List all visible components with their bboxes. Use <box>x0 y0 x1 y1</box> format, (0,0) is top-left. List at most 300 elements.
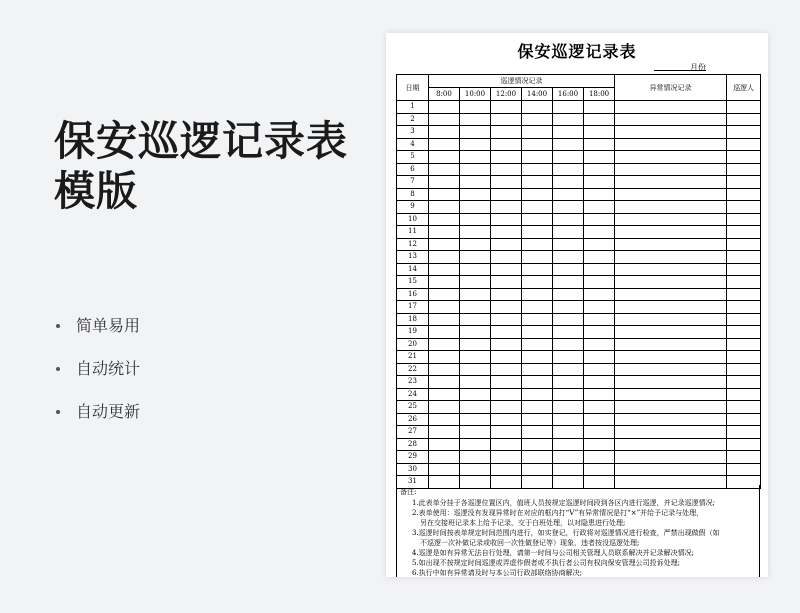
patrol-check-cell[interactable] <box>522 338 553 351</box>
patrol-check-cell[interactable] <box>491 113 522 126</box>
patroller-cell[interactable] <box>727 438 761 451</box>
day-cell: 11 <box>397 226 429 239</box>
patrol-check-cell[interactable] <box>522 426 553 439</box>
abnormal-record-cell[interactable] <box>615 138 727 151</box>
patrol-check-cell[interactable] <box>584 276 615 289</box>
patrol-check-cell[interactable] <box>429 313 460 326</box>
patrol-check-cell[interactable] <box>553 438 584 451</box>
patrol-check-cell[interactable] <box>553 226 584 239</box>
patrol-check-cell[interactable] <box>491 351 522 364</box>
patroller-cell[interactable] <box>727 151 761 164</box>
patrol-check-cell[interactable] <box>491 326 522 339</box>
patrol-check-cell[interactable] <box>522 463 553 476</box>
patrol-check-cell[interactable] <box>491 388 522 401</box>
patrol-check-cell[interactable] <box>491 376 522 389</box>
patrol-check-cell[interactable] <box>522 276 553 289</box>
header-abnormal: 异常情况记录 <box>615 75 727 101</box>
patrol-check-cell[interactable] <box>584 338 615 351</box>
abnormal-record-cell[interactable] <box>615 276 727 289</box>
patrol-check-cell[interactable] <box>429 101 460 114</box>
abnormal-record-cell[interactable] <box>615 301 727 314</box>
main-title-line-2: 模版 <box>54 167 138 215</box>
patrol-check-cell[interactable] <box>522 288 553 301</box>
patrol-check-cell[interactable] <box>584 151 615 164</box>
patrol-check-cell[interactable] <box>522 251 553 264</box>
patrol-check-cell[interactable] <box>460 251 491 264</box>
abnormal-record-cell[interactable] <box>615 226 727 239</box>
patrol-check-cell[interactable] <box>522 213 553 226</box>
patrol-check-cell[interactable] <box>460 401 491 414</box>
patrol-check-cell[interactable] <box>553 426 584 439</box>
patrol-check-cell[interactable] <box>429 363 460 376</box>
patroller-cell[interactable] <box>727 163 761 176</box>
patroller-cell[interactable] <box>727 301 761 314</box>
patrol-check-cell[interactable] <box>460 451 491 464</box>
patrol-check-cell[interactable] <box>522 226 553 239</box>
patrol-check-cell[interactable] <box>584 388 615 401</box>
notes-list <box>400 498 756 577</box>
patrol-check-cell[interactable] <box>584 176 615 189</box>
patrol-check-cell[interactable] <box>429 201 460 214</box>
patrol-check-cell[interactable] <box>491 401 522 414</box>
day-cell: 9 <box>397 201 429 214</box>
patroller-cell[interactable] <box>727 363 761 376</box>
patrol-check-cell[interactable] <box>522 451 553 464</box>
table-row <box>397 113 761 126</box>
note-item: 1.此表单分挂于各巡逻位置区内，值班人员按规定巡逻时间段到各区内进行巡逻，并记录巡逻情况; <box>412 499 716 507</box>
patrol-check-cell[interactable] <box>522 326 553 339</box>
patrol-check-cell[interactable] <box>491 163 522 176</box>
patrol-check-cell[interactable] <box>584 126 615 139</box>
patroller-cell[interactable] <box>727 113 761 126</box>
patrol-check-cell[interactable] <box>522 126 553 139</box>
abnormal-record-cell[interactable] <box>615 351 727 364</box>
patrol-check-cell[interactable] <box>522 201 553 214</box>
abnormal-record-cell[interactable] <box>615 288 727 301</box>
patrol-check-cell[interactable] <box>553 351 584 364</box>
patrol-check-cell[interactable] <box>491 338 522 351</box>
patrol-check-cell[interactable] <box>522 151 553 164</box>
header-patrol-group: 巡逻情况记录 <box>429 75 615 88</box>
patrol-check-cell[interactable] <box>584 313 615 326</box>
patrol-check-cell[interactable] <box>553 138 584 151</box>
patrol-check-cell[interactable] <box>491 276 522 289</box>
patroller-cell[interactable] <box>727 288 761 301</box>
abnormal-record-cell[interactable] <box>615 326 727 339</box>
patrol-check-cell[interactable] <box>522 313 553 326</box>
abnormal-record-cell[interactable] <box>615 176 727 189</box>
patrol-log-table <box>396 74 761 489</box>
abnormal-record-cell[interactable] <box>615 163 727 176</box>
patrol-check-cell[interactable] <box>429 263 460 276</box>
patroller-cell[interactable] <box>727 188 761 201</box>
patrol-check-cell[interactable] <box>460 426 491 439</box>
abnormal-record-cell[interactable] <box>615 426 727 439</box>
patrol-check-cell[interactable] <box>491 413 522 426</box>
patrol-check-cell[interactable] <box>584 188 615 201</box>
header-time: 12:00 <box>491 88 522 101</box>
table-row <box>397 463 761 476</box>
day-cell: 10 <box>397 213 429 226</box>
table-row <box>397 301 761 314</box>
patrol-check-cell[interactable] <box>491 176 522 189</box>
patrol-check-cell[interactable] <box>584 101 615 114</box>
abnormal-record-cell[interactable] <box>615 213 727 226</box>
patrol-check-cell[interactable] <box>584 163 615 176</box>
patrol-check-cell[interactable] <box>522 376 553 389</box>
patroller-cell[interactable] <box>727 338 761 351</box>
patrol-check-cell[interactable] <box>553 376 584 389</box>
table-row <box>397 451 761 464</box>
patrol-check-cell[interactable] <box>491 238 522 251</box>
day-cell: 27 <box>397 426 429 439</box>
patrol-log-body <box>397 101 761 489</box>
day-cell: 12 <box>397 238 429 251</box>
patrol-check-cell[interactable] <box>429 251 460 264</box>
patrol-check-cell[interactable] <box>584 438 615 451</box>
header-date: 日期 <box>397 75 429 101</box>
patroller-cell[interactable] <box>727 413 761 426</box>
feature-item <box>54 398 140 441</box>
patrol-check-cell[interactable] <box>460 188 491 201</box>
patrol-check-cell[interactable] <box>491 138 522 151</box>
patroller-cell[interactable] <box>727 451 761 464</box>
patrol-check-cell[interactable] <box>429 276 460 289</box>
patrol-check-cell[interactable] <box>460 338 491 351</box>
patrol-check-cell[interactable] <box>584 363 615 376</box>
patrol-check-cell[interactable] <box>553 363 584 376</box>
patrol-check-cell[interactable] <box>491 201 522 214</box>
abnormal-record-cell[interactable] <box>615 463 727 476</box>
patrol-check-cell[interactable] <box>460 201 491 214</box>
patrol-check-cell[interactable] <box>429 451 460 464</box>
patrol-check-cell[interactable] <box>584 251 615 264</box>
feature-label: 自动更新 <box>76 402 141 421</box>
patrol-check-cell[interactable] <box>584 288 615 301</box>
patrol-check-cell[interactable] <box>491 363 522 376</box>
header-time: 16:00 <box>553 88 584 101</box>
patrol-check-cell[interactable] <box>522 401 553 414</box>
patrol-check-cell[interactable] <box>522 238 553 251</box>
patrol-check-cell[interactable] <box>553 188 584 201</box>
patrol-check-cell[interactable] <box>584 401 615 414</box>
abnormal-record-cell[interactable] <box>615 251 727 264</box>
patrol-check-cell[interactable] <box>522 363 553 376</box>
table-row <box>397 251 761 264</box>
patrol-check-cell[interactable] <box>522 413 553 426</box>
patrol-check-cell[interactable] <box>429 213 460 226</box>
patrol-check-cell[interactable] <box>522 351 553 364</box>
day-cell: 17 <box>397 301 429 314</box>
patroller-cell[interactable] <box>727 138 761 151</box>
patrol-check-cell[interactable] <box>491 213 522 226</box>
day-cell: 5 <box>397 151 429 164</box>
patrol-check-cell[interactable] <box>460 113 491 126</box>
patrol-check-cell[interactable] <box>584 451 615 464</box>
note-item: 5.如出现不按规定时间巡逻或弄虚作假者或不执行者公司有权向保安管理公司投诉处理; <box>412 559 681 567</box>
patrol-check-cell[interactable] <box>429 126 460 139</box>
patrol-check-cell[interactable] <box>460 351 491 364</box>
day-cell: 13 <box>397 251 429 264</box>
patrol-check-cell[interactable] <box>460 126 491 139</box>
abnormal-record-cell[interactable] <box>615 151 727 164</box>
patroller-cell[interactable] <box>727 126 761 139</box>
patrol-check-cell[interactable] <box>491 251 522 264</box>
abnormal-record-cell[interactable] <box>615 126 727 139</box>
patroller-cell[interactable] <box>727 326 761 339</box>
day-cell: 3 <box>397 126 429 139</box>
feature-label: 自动统计 <box>76 359 141 378</box>
patroller-cell[interactable] <box>727 176 761 189</box>
patrol-check-cell[interactable] <box>460 301 491 314</box>
patrol-check-cell[interactable] <box>491 151 522 164</box>
patrol-check-cell[interactable] <box>429 176 460 189</box>
patrol-check-cell[interactable] <box>553 126 584 139</box>
patrol-check-cell[interactable] <box>584 238 615 251</box>
patrol-check-cell[interactable] <box>429 338 460 351</box>
patroller-cell[interactable] <box>727 388 761 401</box>
patrol-check-cell[interactable] <box>522 388 553 401</box>
note-item: 2.表单使用：巡逻没有发现异常时在对应的框内打“V”有异常情况是打“×”并给予记录与处理， <box>412 509 704 517</box>
feature-list <box>54 312 140 441</box>
patrol-check-cell[interactable] <box>460 326 491 339</box>
patrol-check-cell[interactable] <box>491 451 522 464</box>
patrol-check-cell[interactable] <box>429 401 460 414</box>
header-time: 8:00 <box>429 88 460 101</box>
patrol-check-cell[interactable] <box>460 376 491 389</box>
patroller-cell[interactable] <box>727 201 761 214</box>
patrol-check-cell[interactable] <box>584 226 615 239</box>
patrol-check-cell[interactable] <box>584 213 615 226</box>
day-cell: 14 <box>397 263 429 276</box>
abnormal-record-cell[interactable] <box>615 413 727 426</box>
patrol-check-cell[interactable] <box>460 276 491 289</box>
patrol-check-cell[interactable] <box>460 238 491 251</box>
patrol-check-cell[interactable] <box>553 113 584 126</box>
note-item: 4.巡逻是如有异常无法自行处理，请第一时间与公司相关管理人员联系解决并记录解决情况; <box>412 549 695 557</box>
day-cell: 26 <box>397 413 429 426</box>
day-cell: 23 <box>397 376 429 389</box>
patrol-check-cell[interactable] <box>491 188 522 201</box>
patrol-check-cell[interactable] <box>460 151 491 164</box>
patroller-cell[interactable] <box>727 401 761 414</box>
patrol-check-cell[interactable] <box>522 176 553 189</box>
patrol-check-cell[interactable] <box>491 313 522 326</box>
patrol-check-cell[interactable] <box>491 263 522 276</box>
header-time: 10:00 <box>460 88 491 101</box>
patrol-check-cell[interactable] <box>429 138 460 151</box>
patrol-check-cell[interactable] <box>429 113 460 126</box>
patrol-check-cell[interactable] <box>553 313 584 326</box>
patroller-cell[interactable] <box>727 426 761 439</box>
patrol-check-cell[interactable] <box>491 463 522 476</box>
day-cell: 22 <box>397 363 429 376</box>
bullet-icon <box>56 410 60 414</box>
day-cell: 31 <box>397 476 429 489</box>
patrol-check-cell[interactable] <box>553 463 584 476</box>
patrol-check-cell[interactable] <box>429 301 460 314</box>
patrol-check-cell[interactable] <box>491 288 522 301</box>
patrol-check-cell[interactable] <box>491 426 522 439</box>
patrol-check-cell[interactable] <box>429 388 460 401</box>
table-row <box>397 263 761 276</box>
patrol-check-cell[interactable] <box>429 163 460 176</box>
day-cell: 7 <box>397 176 429 189</box>
patrol-check-cell[interactable] <box>522 138 553 151</box>
table-row <box>397 351 761 364</box>
patrol-check-cell[interactable] <box>522 263 553 276</box>
abnormal-record-cell[interactable] <box>615 101 727 114</box>
patrol-check-cell[interactable] <box>429 351 460 364</box>
patrol-check-cell[interactable] <box>584 413 615 426</box>
main-title <box>54 116 348 216</box>
patrol-check-cell[interactable] <box>553 213 584 226</box>
patrol-check-cell[interactable] <box>553 326 584 339</box>
patrol-check-cell[interactable] <box>522 163 553 176</box>
patrol-check-cell[interactable] <box>584 301 615 314</box>
patroller-cell[interactable] <box>727 313 761 326</box>
day-cell: 21 <box>397 351 429 364</box>
patrol-check-cell[interactable] <box>460 313 491 326</box>
patrol-check-cell[interactable] <box>584 113 615 126</box>
day-cell: 25 <box>397 401 429 414</box>
day-cell: 2 <box>397 113 429 126</box>
patrol-check-cell[interactable] <box>553 101 584 114</box>
abnormal-record-cell[interactable] <box>615 388 727 401</box>
patrol-check-cell[interactable] <box>429 413 460 426</box>
abnormal-record-cell[interactable] <box>615 188 727 201</box>
patroller-cell[interactable] <box>727 213 761 226</box>
patrol-check-cell[interactable] <box>553 176 584 189</box>
patrol-check-cell[interactable] <box>429 151 460 164</box>
patrol-check-cell[interactable] <box>584 376 615 389</box>
document-preview <box>386 33 768 577</box>
patroller-cell[interactable] <box>727 351 761 364</box>
patrol-check-cell[interactable] <box>460 176 491 189</box>
patrol-check-cell[interactable] <box>553 151 584 164</box>
patroller-cell[interactable] <box>727 263 761 276</box>
notes-title: 备注: <box>400 488 417 496</box>
table-row <box>397 138 761 151</box>
patrol-check-cell[interactable] <box>491 126 522 139</box>
patrol-check-cell[interactable] <box>553 163 584 176</box>
patrol-check-cell[interactable] <box>553 251 584 264</box>
abnormal-record-cell[interactable] <box>615 401 727 414</box>
patrol-check-cell[interactable] <box>429 326 460 339</box>
patrol-check-cell[interactable] <box>460 138 491 151</box>
patrol-check-cell[interactable] <box>522 113 553 126</box>
patrol-check-cell[interactable] <box>584 263 615 276</box>
patrol-check-cell[interactable] <box>429 426 460 439</box>
patrol-check-cell[interactable] <box>491 301 522 314</box>
patrol-check-cell[interactable] <box>553 338 584 351</box>
patrol-check-cell[interactable] <box>553 263 584 276</box>
patroller-cell[interactable] <box>727 238 761 251</box>
patrol-check-cell[interactable] <box>460 413 491 426</box>
patrol-check-cell[interactable] <box>553 413 584 426</box>
patrol-check-cell[interactable] <box>491 101 522 114</box>
patrol-check-cell[interactable] <box>429 438 460 451</box>
table-row <box>397 388 761 401</box>
patrol-check-cell[interactable] <box>460 213 491 226</box>
patrol-check-cell[interactable] <box>460 388 491 401</box>
patrol-check-cell[interactable] <box>460 163 491 176</box>
patrol-check-cell[interactable] <box>584 351 615 364</box>
patrol-check-cell[interactable] <box>429 188 460 201</box>
patroller-cell[interactable] <box>727 276 761 289</box>
patroller-cell[interactable] <box>727 463 761 476</box>
table-row <box>397 126 761 139</box>
patrol-check-cell[interactable] <box>553 276 584 289</box>
patrol-check-cell[interactable] <box>553 401 584 414</box>
abnormal-record-cell[interactable] <box>615 338 727 351</box>
patrol-check-cell[interactable] <box>584 138 615 151</box>
abnormal-record-cell[interactable] <box>615 363 727 376</box>
patrol-check-cell[interactable] <box>460 101 491 114</box>
note-item: 不巡逻一次补做记录或收回一次性做登记等）现象，违者按没巡逻处理; <box>420 539 640 547</box>
abnormal-record-cell[interactable] <box>615 313 727 326</box>
patroller-cell[interactable] <box>727 251 761 264</box>
table-row <box>397 276 761 289</box>
patrol-check-cell[interactable] <box>553 288 584 301</box>
table-row <box>397 376 761 389</box>
patrol-check-cell[interactable] <box>584 463 615 476</box>
patrol-check-cell[interactable] <box>522 438 553 451</box>
patrol-check-cell[interactable] <box>460 438 491 451</box>
patroller-cell[interactable] <box>727 101 761 114</box>
patrol-check-cell[interactable] <box>553 201 584 214</box>
abnormal-record-cell[interactable] <box>615 263 727 276</box>
patrol-check-cell[interactable] <box>553 238 584 251</box>
table-row <box>397 413 761 426</box>
patrol-check-cell[interactable] <box>460 363 491 376</box>
patrol-check-cell[interactable] <box>429 288 460 301</box>
abnormal-record-cell[interactable] <box>615 451 727 464</box>
table-row <box>397 163 761 176</box>
patrol-check-cell[interactable] <box>522 188 553 201</box>
patrol-check-cell[interactable] <box>491 226 522 239</box>
note-item: 3.巡逻时间按表单规定时间范围内进行，如实登记，行政将对巡逻情况进行检查，严禁出现做假（如 <box>412 529 720 537</box>
patrol-check-cell[interactable] <box>553 301 584 314</box>
patroller-cell[interactable] <box>727 226 761 239</box>
patrol-check-cell[interactable] <box>553 451 584 464</box>
patrol-check-cell[interactable] <box>522 101 553 114</box>
abnormal-record-cell[interactable] <box>615 113 727 126</box>
patrol-check-cell[interactable] <box>429 463 460 476</box>
patrol-check-cell[interactable] <box>584 326 615 339</box>
patrol-check-cell[interactable] <box>460 288 491 301</box>
patrol-check-cell[interactable] <box>584 426 615 439</box>
day-cell: 15 <box>397 276 429 289</box>
abnormal-record-cell[interactable] <box>615 376 727 389</box>
patrol-check-cell[interactable] <box>491 438 522 451</box>
patrol-check-cell[interactable] <box>584 201 615 214</box>
patrol-check-cell[interactable] <box>460 226 491 239</box>
patrol-check-cell[interactable] <box>429 376 460 389</box>
patroller-cell[interactable] <box>727 376 761 389</box>
patrol-check-cell[interactable] <box>522 301 553 314</box>
abnormal-record-cell[interactable] <box>615 201 727 214</box>
patrol-check-cell[interactable] <box>460 463 491 476</box>
patrol-check-cell[interactable] <box>429 238 460 251</box>
day-cell: 8 <box>397 188 429 201</box>
abnormal-record-cell[interactable] <box>615 238 727 251</box>
patrol-check-cell[interactable] <box>553 388 584 401</box>
patrol-check-cell[interactable] <box>460 263 491 276</box>
table-row <box>397 213 761 226</box>
abnormal-record-cell[interactable] <box>615 438 727 451</box>
patrol-check-cell[interactable] <box>429 226 460 239</box>
